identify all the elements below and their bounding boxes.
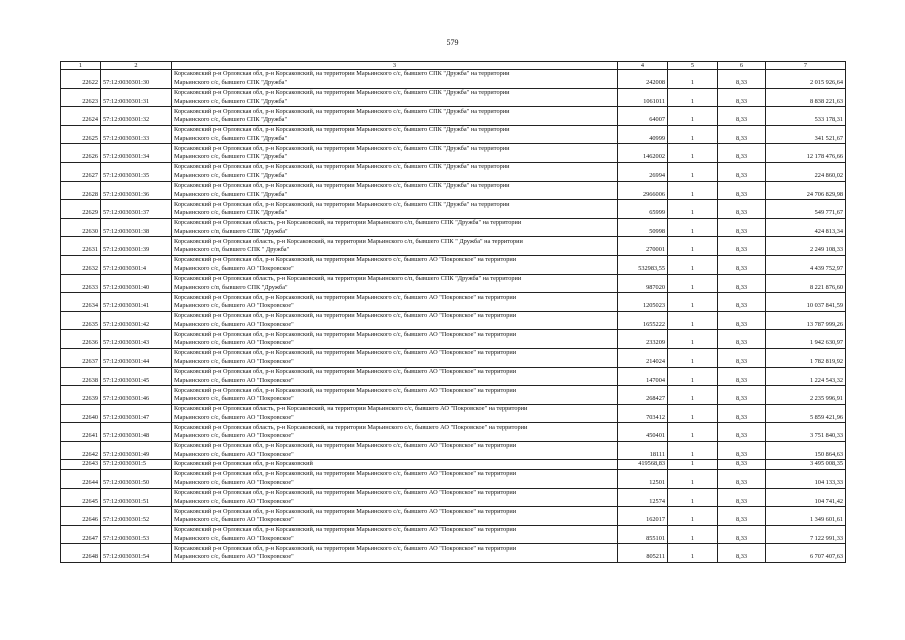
address-cell [172, 460, 618, 470]
area-cell: 532983,55 [618, 255, 668, 274]
column-5-cell: 1 [668, 218, 718, 237]
row-number-cell: 22632 [61, 255, 101, 274]
table-row [61, 88, 846, 107]
address-cell [172, 423, 618, 442]
value-cell: 8 838 221,63 [766, 88, 846, 107]
address-cell [172, 330, 618, 349]
row-number-cell: 22645 [61, 488, 101, 507]
row-number-cell: 22643 [61, 460, 101, 470]
column-5-cell: 1 [668, 125, 718, 144]
row-number-cell: 22641 [61, 423, 101, 442]
table-row [61, 423, 846, 442]
row-number-cell: 22638 [61, 367, 101, 386]
area-cell: 26994 [618, 162, 668, 181]
cadastral-number-cell: 57:12:0030301:40 [101, 274, 172, 293]
column-5-cell: 1 [668, 470, 718, 489]
column-5-cell: 1 [668, 423, 718, 442]
address-cell [172, 237, 618, 256]
row-number-cell: 22637 [61, 348, 101, 367]
value-cell: 6 707 407,63 [766, 544, 846, 563]
table-row [61, 386, 846, 405]
column-header: 3 [172, 62, 618, 70]
address-cell [172, 507, 618, 526]
value-cell: 24 706 829,98 [766, 181, 846, 200]
address-line-1: Корсаковский р-н Орловская область, р-н Корсаковский, на территории Марьинского с/с, бывшего АО "Покровское" на территории [174, 405, 528, 413]
cadastral-number-cell: 57:12:0030301:47 [101, 404, 172, 423]
table-row [61, 200, 846, 219]
area-cell: 703412 [618, 404, 668, 423]
address-line-2: Марьинского с/с, бывшего АО "Покровское" [174, 553, 294, 561]
column-5-cell: 1 [668, 330, 718, 349]
value-cell: 4 439 752,97 [766, 255, 846, 274]
cadastral-number-cell: 57:12:0030301:50 [101, 470, 172, 489]
row-number-cell: 22636 [61, 330, 101, 349]
column-6-cell: 8,33 [718, 255, 766, 274]
area-cell: 805211 [618, 544, 668, 563]
address-line-1: Корсаковский р-н Орловская обл, р-н Корсаковский, на территории Марьинского с/с, бывшего СПК "Дружба" на территории [174, 70, 510, 78]
row-number-cell: 22633 [61, 274, 101, 293]
table-row [61, 144, 846, 163]
address-cell [172, 404, 618, 423]
address-cell [172, 470, 618, 489]
address-cell [172, 274, 618, 293]
row-number-cell: 22640 [61, 404, 101, 423]
cadastral-number-cell: 57:12:0030301:42 [101, 311, 172, 330]
column-6-cell: 8,33 [718, 218, 766, 237]
row-number-cell: 22625 [61, 125, 101, 144]
address-line-2: Марьинского с/с, бывшего АО "Покровское" [174, 264, 294, 272]
column-5-cell: 1 [668, 144, 718, 163]
row-number-cell: 22631 [61, 237, 101, 256]
value-cell: 549 771,67 [766, 200, 846, 219]
address-line-2: Марьинского с/с, бывшего АО "Покровское" [174, 339, 294, 347]
value-cell: 1 224 543,32 [766, 367, 846, 386]
column-6-cell: 8,33 [718, 330, 766, 349]
address-line-1: Корсаковский р-н Орловская обл, р-н Корсаковский, на территории Марьинского с/с, бывшего АО "Покровское" на территории [174, 293, 517, 301]
column-5-cell: 1 [668, 404, 718, 423]
row-number-cell: 22628 [61, 181, 101, 200]
area-cell: 855101 [618, 525, 668, 544]
table-row [61, 293, 846, 312]
table-row [61, 162, 846, 181]
address-line-1: Корсаковский р-н Орловская обл, р-н Корсаковский, на территории Марьинского с/с, бывшего АО "Покровское" на территории [174, 442, 517, 450]
value-cell: 1 942 630,97 [766, 330, 846, 349]
column-header: 6 [718, 62, 766, 70]
cadastral-number-cell: 57:12:0030301:43 [101, 330, 172, 349]
column-5-cell: 1 [668, 181, 718, 200]
column-6-cell: 8,33 [718, 348, 766, 367]
address-line-2: Марьинского с/с, бывшего АО "Покровское" [174, 320, 294, 328]
table-row [61, 107, 846, 126]
address-line-2: Марьинского с/с, бывшего АО "Покровское" [174, 357, 294, 365]
cadastral-number-cell: 57:12:0030301:49 [101, 441, 172, 460]
area-cell: 162017 [618, 507, 668, 526]
table-row [61, 544, 846, 563]
value-cell: 7 122 991,33 [766, 525, 846, 544]
row-number-cell: 22634 [61, 293, 101, 312]
column-6-cell: 8,33 [718, 200, 766, 219]
area-cell: 12501 [618, 470, 668, 489]
table-row [61, 367, 846, 386]
area-cell: 450401 [618, 423, 668, 442]
column-6-cell: 8,33 [718, 311, 766, 330]
column-5-cell: 1 [668, 441, 718, 460]
address-line-2: Марьинского с/с, бывшего СПК "Дружба" [174, 97, 288, 105]
area-cell: 65999 [618, 200, 668, 219]
table-row [61, 125, 846, 144]
area-cell: 268427 [618, 386, 668, 405]
address-line-1: Корсаковский р-н Орловская обл, р-н Корсаковский, на территории Марьинского с/с, бывшего АО "Покровское" на территории [174, 312, 517, 320]
value-cell: 5 859 421,96 [766, 404, 846, 423]
value-cell: 10 037 841,59 [766, 293, 846, 312]
column-5-cell: 1 [668, 88, 718, 107]
address-line-1: Корсаковский р-н Орловская область, р-н Корсаковский, на территории Марьинского с/п, бывшего СПК "Дружба" на территории [174, 274, 522, 282]
address-line-1: Корсаковский р-н Орловская обл, р-н Корсаковский, на территории Марьинского с/с, бывшего СПК "Дружба" на территории [174, 200, 510, 208]
table-row [61, 274, 846, 293]
address-cell [172, 88, 618, 107]
area-cell: 147004 [618, 367, 668, 386]
row-number-cell: 22648 [61, 544, 101, 563]
table-row [61, 181, 846, 200]
row-number-cell: 22629 [61, 200, 101, 219]
column-6-cell: 8,33 [718, 423, 766, 442]
value-cell: 12 178 476,66 [766, 144, 846, 163]
column-6-cell: 8,33 [718, 70, 766, 89]
column-6-cell: 8,33 [718, 107, 766, 126]
address-cell [172, 181, 618, 200]
cadastral-number-cell: 57:12:0030301:51 [101, 488, 172, 507]
column-5-cell: 1 [668, 507, 718, 526]
cadastral-number-cell: 57:12:0030301:30 [101, 70, 172, 89]
cadastral-number-cell: 57:12:0030301:33 [101, 125, 172, 144]
address-line-2: Марьинского с/п, бывшего СПК " Дружба" [174, 246, 290, 254]
cadastral-number-cell: 57:12:0030301:54 [101, 544, 172, 563]
table-body [61, 70, 846, 563]
cadastral-number-cell: 57:12:0030301:5 [101, 460, 172, 470]
row-number-cell: 22623 [61, 88, 101, 107]
address-line-2: Марьинского с/с, бывшего СПК "Дружба" [174, 209, 288, 217]
address-line-1: Корсаковский р-н Орловская область, р-н Корсаковский, на территории Марьинского с/п, бывшего СПК " Дружба" на территории [174, 237, 523, 245]
area-cell: 214024 [618, 348, 668, 367]
value-cell: 2 249 108,33 [766, 237, 846, 256]
area-cell: 1205023 [618, 293, 668, 312]
column-5-cell: 1 [668, 70, 718, 89]
value-cell: 3 495 008,35 [766, 460, 846, 470]
row-number-cell: 22624 [61, 107, 101, 126]
column-5-cell: 1 [668, 162, 718, 181]
cadastral-number-cell: 57:12:0030301:45 [101, 367, 172, 386]
address-line-1: Корсаковский р-н Орловская обл, р-н Корсаковский, на территории Марьинского с/с, бывшего АО "Покровское" на территории [174, 544, 517, 552]
column-5-cell: 1 [668, 367, 718, 386]
value-cell: 341 521,67 [766, 125, 846, 144]
table-row [61, 70, 846, 89]
address-line-1: Корсаковский р-н Орловская обл, р-н Корсаковский, на территории Марьинского с/с, бывшего СПК "Дружба" на территории [174, 163, 510, 171]
area-cell: 12574 [618, 488, 668, 507]
column-6-cell: 8,33 [718, 274, 766, 293]
column-header: 1 [61, 62, 101, 70]
area-cell: 64007 [618, 107, 668, 126]
cadastral-number-cell: 57:12:0030301:35 [101, 162, 172, 181]
table-row [61, 311, 846, 330]
address-line-1: Корсаковский р-н Орловская область, р-н Корсаковский, на территории Марьинского с/п, бывшего СПК "Дружба" на территории [174, 219, 522, 227]
address-line-2: Марьинского с/с, бывшего СПК "Дружба" [174, 171, 288, 179]
address-line-1: Корсаковский р-н Орловская обл, р-н Корсаковский, на территории Марьинского с/с, бывшего АО "Покровское" на территории [174, 330, 517, 338]
value-cell: 424 813,34 [766, 218, 846, 237]
address-line-1: Корсаковский р-н Орловская обл, р-н Корсаковский, на территории Марьинского с/с, бывшего АО "Покровское" на территории [174, 367, 517, 375]
column-5-cell: 1 [668, 525, 718, 544]
column-5-cell: 1 [668, 293, 718, 312]
column-5-cell: 1 [668, 311, 718, 330]
cadastral-number-cell: 57:12:0030301:4 [101, 255, 172, 274]
address-cell [172, 107, 618, 126]
area-cell: 40999 [618, 125, 668, 144]
row-number-cell: 22642 [61, 441, 101, 460]
value-cell: 104 741,42 [766, 488, 846, 507]
cadastral-number-cell: 57:12:0030301:44 [101, 348, 172, 367]
address-line-2: Марьинского с/с, бывшего АО "Покровское" [174, 432, 294, 440]
row-number-cell: 22630 [61, 218, 101, 237]
address-cell [172, 162, 618, 181]
header-row [61, 62, 846, 70]
cadastral-number-cell: 57:12:0030301:41 [101, 293, 172, 312]
address-line-2: Марьинского с/с, бывшего АО "Покровское" [174, 413, 294, 421]
address-cell [172, 488, 618, 507]
cadastral-number-cell: 57:12:0030301:48 [101, 423, 172, 442]
column-6-cell: 8,33 [718, 460, 766, 470]
value-cell: 224 860,02 [766, 162, 846, 181]
area-cell: 419568,83 [618, 460, 668, 470]
row-number-cell: 22639 [61, 386, 101, 405]
area-cell: 233209 [618, 330, 668, 349]
cadastral-number-cell: 57:12:0030301:31 [101, 88, 172, 107]
address-line-2: Марьинского с/с, бывшего АО "Покровское" [174, 376, 294, 384]
table-row [61, 255, 846, 274]
column-6-cell: 8,33 [718, 441, 766, 460]
address-line-1: Корсаковский р-н Орловская обл, р-н Корсаковский, на территории Марьинского с/с, бывшего АО "Покровское" на территории [174, 489, 517, 497]
column-6-cell: 8,33 [718, 386, 766, 405]
address-cell [172, 544, 618, 563]
cadastral-number-cell: 57:12:0030301:39 [101, 237, 172, 256]
column-6-cell: 8,33 [718, 293, 766, 312]
row-number-cell: 22627 [61, 162, 101, 181]
address-cell [172, 348, 618, 367]
address-cell [172, 218, 618, 237]
address-cell [172, 441, 618, 460]
area-cell: 2966006 [618, 181, 668, 200]
address-line-1: Корсаковский р-н Орловская обл, р-н Корсаковский, на территории Марьинского с/с, бывшего АО "Покровское" на территории [174, 470, 517, 478]
cadastral-number-cell: 57:12:0030301:53 [101, 525, 172, 544]
column-header: 2 [101, 62, 172, 70]
column-6-cell: 8,33 [718, 367, 766, 386]
address-line-2: Марьинского с/с, бывшего АО "Покровское" [174, 450, 294, 458]
address-line-2: Марьинского с/с, бывшего АО "Покровское" [174, 516, 294, 524]
column-header: 4 [618, 62, 668, 70]
column-5-cell: 1 [668, 460, 718, 470]
column-6-cell: 8,33 [718, 544, 766, 563]
address-cell [172, 367, 618, 386]
cadastral-number-cell: 57:12:0030301:37 [101, 200, 172, 219]
table-row [61, 460, 846, 470]
address-line-2: Марьинского с/с, бывшего СПК "Дружба" [174, 116, 288, 124]
address-line-1: Корсаковский р-н Орловская область, р-н Корсаковский, на территории Марьинского с/с, бывшего АО "Покровское" на территории [174, 423, 528, 431]
address-line-1: Корсаковский р-н Орловская обл, р-н Корсаковский, на территории Марьинского с/с, бывшего АО "Покровское" на территории [174, 386, 517, 394]
table-row [61, 441, 846, 460]
area-cell: 242008 [618, 70, 668, 89]
address-cell [172, 70, 618, 89]
address-line-2: Марьинского с/с, бывшего АО "Покровское" [174, 479, 294, 487]
area-cell: 50998 [618, 218, 668, 237]
cadastral-number-cell: 57:12:0030301:34 [101, 144, 172, 163]
cadastral-number-cell: 57:12:0030301:52 [101, 507, 172, 526]
address-cell [172, 386, 618, 405]
table-row [61, 488, 846, 507]
address-cell [172, 311, 618, 330]
column-5-cell: 1 [668, 200, 718, 219]
table-row [61, 404, 846, 423]
address-line-2: Марьинского с/с, бывшего СПК "Дружба" [174, 79, 288, 86]
address-cell [172, 525, 618, 544]
area-cell: 1655222 [618, 311, 668, 330]
cadastral-number-cell: 57:12:0030301:46 [101, 386, 172, 405]
value-cell: 3 751 840,33 [766, 423, 846, 442]
area-cell: 18111 [618, 441, 668, 460]
area-cell: 270001 [618, 237, 668, 256]
row-number-cell: 22622 [61, 70, 101, 89]
table-row [61, 507, 846, 526]
value-cell: 2 015 926,64 [766, 70, 846, 89]
column-6-cell: 8,33 [718, 181, 766, 200]
column-5-cell: 1 [668, 544, 718, 563]
column-6-cell: 8,33 [718, 404, 766, 423]
table-row [61, 525, 846, 544]
column-6-cell: 8,33 [718, 237, 766, 256]
column-6-cell: 8,33 [718, 488, 766, 507]
area-cell: 987020 [618, 274, 668, 293]
address-line-1: Корсаковский р-н Орловская обл, р-н Корсаковский, на территории Марьинского с/с, бывшего АО "Покровское" на территории [174, 256, 517, 264]
area-cell: 1462002 [618, 144, 668, 163]
address-line-2: Марьинского с/с, бывшего СПК "Дружба" [174, 153, 288, 161]
address-line-2: Марьинского с/с, бывшего СПК "Дружба" [174, 190, 288, 198]
row-number-cell: 22647 [61, 525, 101, 544]
address-cell [172, 200, 618, 219]
address-line-1: Корсаковский р-н Орловская обл, р-н Корсаковский, на территории Марьинского с/с, бывшего СПК "Дружба" на территории [174, 107, 510, 115]
address-cell [172, 293, 618, 312]
table-row [61, 348, 846, 367]
value-cell: 533 178,31 [766, 107, 846, 126]
row-number-cell: 22644 [61, 470, 101, 489]
column-6-cell: 8,33 [718, 525, 766, 544]
page-number: 579 [446, 38, 459, 47]
address-line-2: Марьинского с/п, бывшего СПК "Дружба" [174, 283, 288, 291]
address-line-1: Корсаковский р-н Орловская обл, р-н Корсаковский, на территории Марьинского с/с, бывшего АО "Покровское" на территории [174, 526, 517, 534]
column-5-cell: 1 [668, 237, 718, 256]
column-5-cell: 1 [668, 348, 718, 367]
value-cell: 150 864,63 [766, 441, 846, 460]
table-row [61, 237, 846, 256]
address-line-1: Корсаковский р-н Орловская обл, р-н Корсаковский, на территории Марьинского с/с, бывшего АО "Покровское" на территории [174, 507, 517, 515]
table-row [61, 218, 846, 237]
table-row [61, 470, 846, 489]
value-cell: 1 782 819,92 [766, 348, 846, 367]
value-cell: 1 349 601,61 [766, 507, 846, 526]
column-6-cell: 8,33 [718, 125, 766, 144]
column-5-cell: 1 [668, 488, 718, 507]
address-cell [172, 144, 618, 163]
row-number-cell: 22646 [61, 507, 101, 526]
address-line-1: Корсаковский р-н Орловская обл, р-н Корсаковский, на территории Марьинского с/с, бывшего АО "Покровское" на территории [174, 349, 517, 357]
column-6-cell: 8,33 [718, 144, 766, 163]
address-line-1: Корсаковский р-н Орловская обл, р-н Корсаковский, на территории Марьинского с/с, бывшего СПК "Дружба" на территории [174, 89, 510, 96]
address-line-2: Марьинского с/с, бывшего АО "Покровское" [174, 395, 294, 403]
address-line-2: Марьинского с/с, бывшего АО "Покровское" [174, 534, 294, 542]
column-header: 7 [766, 62, 846, 70]
address-line-1: Корсаковский р-н Орловская обл, р-н Корсаковский, на территории Марьинского с/с, бывшего СПК "Дружба" на территории [174, 126, 510, 134]
row-number-cell: 22635 [61, 311, 101, 330]
address-cell [172, 255, 618, 274]
value-cell: 104 133,33 [766, 470, 846, 489]
row-number-cell: 22626 [61, 144, 101, 163]
address-line-1: Корсаковский р-н Орловская обл, р-н Корсаковский [174, 460, 313, 468]
column-6-cell: 8,33 [718, 88, 766, 107]
column-5-cell: 1 [668, 255, 718, 274]
area-cell: 1061011 [618, 88, 668, 107]
table-row [61, 330, 846, 349]
column-5-cell: 1 [668, 107, 718, 126]
column-6-cell: 8,33 [718, 507, 766, 526]
address-line-2: Марьинского с/с, бывшего СПК "Дружба" [174, 134, 288, 142]
address-line-2: Марьинского с/п, бывшего СПК "Дружба" [174, 227, 288, 235]
column-6-cell: 8,33 [718, 162, 766, 181]
column-6-cell: 8,33 [718, 470, 766, 489]
cadastral-number-cell: 57:12:0030301:32 [101, 107, 172, 126]
column-header: 5 [668, 62, 718, 70]
cadastral-number-cell: 57:12:0030301:36 [101, 181, 172, 200]
value-cell: 2 235 996,91 [766, 386, 846, 405]
address-line-2: Марьинского с/с, бывшего АО "Покровское" [174, 302, 294, 310]
address-line-2: Марьинского с/с, бывшего АО "Покровское" [174, 497, 294, 505]
registry-table [60, 61, 846, 563]
cadastral-number-cell: 57:12:0030301:38 [101, 218, 172, 237]
address-line-1: Корсаковский р-н Орловская обл, р-н Корсаковский, на территории Марьинского с/с, бывшего СПК "Дружба" на территории [174, 181, 510, 189]
value-cell: 8 221 876,60 [766, 274, 846, 293]
address-cell [172, 125, 618, 144]
column-5-cell: 1 [668, 274, 718, 293]
column-5-cell: 1 [668, 386, 718, 405]
value-cell: 13 787 999,26 [766, 311, 846, 330]
address-line-1: Корсаковский р-н Орловская обл, р-н Корсаковский, на территории Марьинского с/с, бывшего СПК "Дружба" на территории [174, 144, 510, 152]
